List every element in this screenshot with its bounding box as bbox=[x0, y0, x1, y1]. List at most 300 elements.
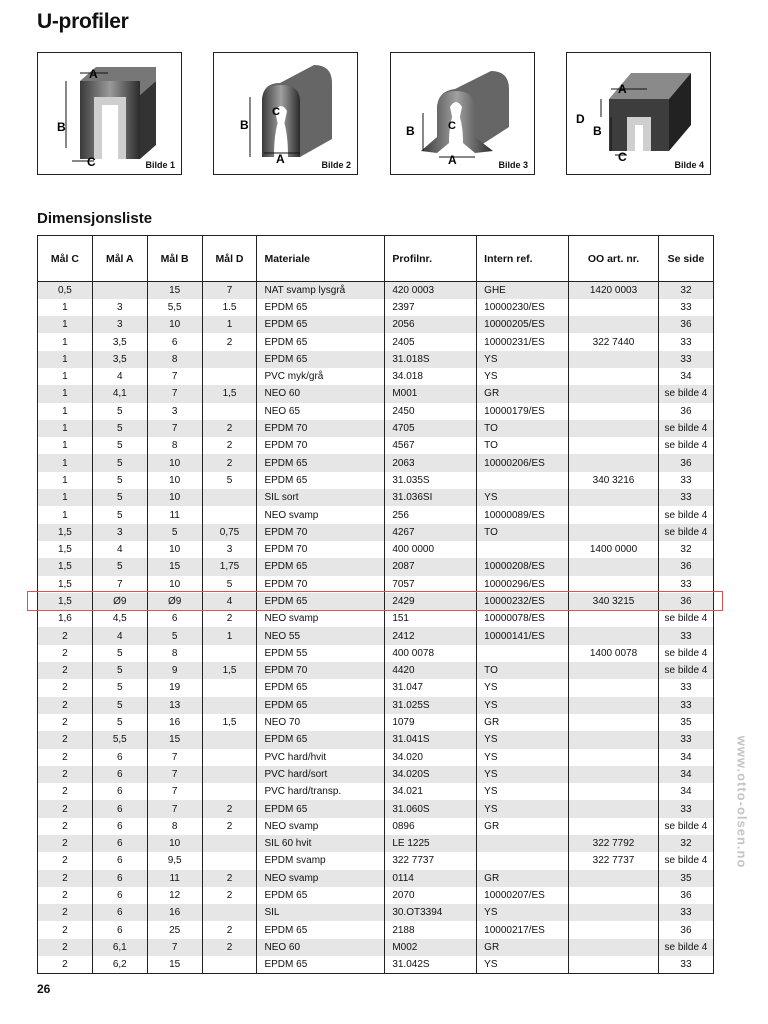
table-cell bbox=[569, 506, 659, 523]
table-cell bbox=[202, 351, 257, 368]
table-cell: 1 bbox=[38, 385, 93, 402]
table-cell: 2 bbox=[202, 800, 257, 817]
table-cell bbox=[569, 627, 659, 644]
table-cell: 7 bbox=[147, 766, 202, 783]
table-cell: 1,5 bbox=[38, 558, 93, 575]
table-cell: 15 bbox=[147, 282, 202, 299]
table-cell: 2 bbox=[202, 420, 257, 437]
table-cell: 2 bbox=[38, 887, 93, 904]
table-cell: 2087 bbox=[385, 558, 477, 575]
table-cell: 4 bbox=[202, 593, 257, 610]
table-cell: 4420 bbox=[385, 662, 477, 679]
table-cell bbox=[569, 939, 659, 956]
table-cell: 2 bbox=[38, 800, 93, 817]
figure-bilde-4 bbox=[566, 52, 711, 175]
section-title: Dimensjonsliste bbox=[37, 210, 153, 227]
table-cell: 34 bbox=[658, 783, 713, 800]
table-cell: 2 bbox=[38, 852, 93, 869]
table-cell bbox=[202, 852, 257, 869]
dimension-table bbox=[37, 235, 714, 974]
table-row bbox=[38, 437, 714, 454]
table-cell bbox=[202, 489, 257, 506]
table-cell: 1 bbox=[202, 316, 257, 333]
table-row bbox=[38, 870, 714, 887]
table-row bbox=[38, 921, 714, 938]
table-cell bbox=[569, 316, 659, 333]
table-cell: 1 bbox=[38, 368, 93, 385]
header-oo-art-nr: OO art. nr. bbox=[569, 236, 659, 282]
header-intern-ref: Intern ref. bbox=[477, 236, 569, 282]
table-cell: EPDM 65 bbox=[257, 472, 385, 489]
table-row bbox=[38, 818, 714, 835]
table-cell: 1,6 bbox=[38, 610, 93, 627]
table-cell: 10 bbox=[147, 316, 202, 333]
table-cell: 33 bbox=[658, 697, 713, 714]
table-row bbox=[38, 351, 714, 368]
table-cell: 11 bbox=[147, 506, 202, 523]
table-cell: 2 bbox=[38, 714, 93, 731]
table-cell: PVC hard/hvit bbox=[257, 749, 385, 766]
table-cell: 2063 bbox=[385, 454, 477, 471]
table-cell: 6 bbox=[92, 835, 147, 852]
table-row bbox=[38, 316, 714, 333]
table-cell: 256 bbox=[385, 506, 477, 523]
table-cell: 400 0078 bbox=[385, 645, 477, 662]
table-cell: YS bbox=[477, 783, 569, 800]
header-materiale: Materiale bbox=[257, 236, 385, 282]
table-cell: 5 bbox=[92, 679, 147, 696]
table-cell: 2 bbox=[38, 731, 93, 748]
table-cell bbox=[202, 835, 257, 852]
table-cell bbox=[569, 887, 659, 904]
table-cell: GR bbox=[477, 818, 569, 835]
table-cell: 4705 bbox=[385, 420, 477, 437]
table-cell: 6 bbox=[92, 904, 147, 921]
table-cell: 3,5 bbox=[92, 351, 147, 368]
table-cell: 10 bbox=[147, 454, 202, 471]
table-cell: 4 bbox=[92, 368, 147, 385]
table-cell bbox=[569, 489, 659, 506]
table-cell: M002 bbox=[385, 939, 477, 956]
table-cell bbox=[202, 749, 257, 766]
table-cell: EPDM svamp bbox=[257, 852, 385, 869]
table-cell: NEO svamp bbox=[257, 610, 385, 627]
table-row bbox=[38, 697, 714, 714]
table-cell: 34 bbox=[658, 766, 713, 783]
table-cell: NEO svamp bbox=[257, 870, 385, 887]
table-cell: 10000207/ES bbox=[477, 887, 569, 904]
table-cell: EPDM 65 bbox=[257, 593, 385, 610]
table-cell: 31.042S bbox=[385, 956, 477, 973]
table-cell: TO bbox=[477, 437, 569, 454]
table-cell: YS bbox=[477, 351, 569, 368]
table-cell: EPDM 70 bbox=[257, 524, 385, 541]
table-cell: 8 bbox=[147, 437, 202, 454]
table-cell: 33 bbox=[658, 489, 713, 506]
dim-label-a: A bbox=[276, 152, 285, 166]
table-cell: 2397 bbox=[385, 299, 477, 316]
table-row bbox=[38, 645, 714, 662]
table-cell: 5 bbox=[92, 506, 147, 523]
dim-label-d: D bbox=[576, 112, 585, 126]
table-cell: 1 bbox=[38, 489, 93, 506]
page-number: 26 bbox=[37, 982, 51, 996]
table-cell: 36 bbox=[658, 593, 713, 610]
table-cell bbox=[202, 956, 257, 973]
table-cell: se bilde 4 bbox=[658, 506, 713, 523]
table-cell: 4567 bbox=[385, 437, 477, 454]
header-profilnr: Profilnr. bbox=[385, 236, 477, 282]
table-cell: se bilde 4 bbox=[658, 662, 713, 679]
table-cell: 2 bbox=[38, 627, 93, 644]
table-cell: 7 bbox=[147, 800, 202, 817]
table-cell: YS bbox=[477, 749, 569, 766]
figure-caption: Bilde 1 bbox=[145, 160, 175, 170]
table-cell: EPDM 70 bbox=[257, 576, 385, 593]
table-cell bbox=[569, 420, 659, 437]
table-cell: 2 bbox=[38, 645, 93, 662]
table-cell: NEO svamp bbox=[257, 818, 385, 835]
table-cell: 31.018S bbox=[385, 351, 477, 368]
table-cell: GR bbox=[477, 939, 569, 956]
table-row bbox=[38, 766, 714, 783]
table-cell: EPDM 65 bbox=[257, 333, 385, 350]
table-cell: NAT svamp lysgrå bbox=[257, 282, 385, 299]
table-cell: 35 bbox=[658, 714, 713, 731]
table-cell: 2 bbox=[202, 887, 257, 904]
table-cell: 2 bbox=[38, 766, 93, 783]
table-cell: 3 bbox=[92, 299, 147, 316]
table-cell: 2 bbox=[202, 870, 257, 887]
table-cell: 2 bbox=[38, 749, 93, 766]
website-watermark: www.otto-olsen.no bbox=[734, 735, 750, 869]
table-cell bbox=[477, 835, 569, 852]
table-cell: GR bbox=[477, 714, 569, 731]
table-cell: 4267 bbox=[385, 524, 477, 541]
figure-caption: Bilde 2 bbox=[321, 160, 351, 170]
table-cell: 340 3216 bbox=[569, 472, 659, 489]
table-cell: NEO 65 bbox=[257, 403, 385, 420]
table-cell bbox=[569, 437, 659, 454]
table-cell: se bilde 4 bbox=[658, 645, 713, 662]
table-cell bbox=[202, 403, 257, 420]
table-cell: 9,5 bbox=[147, 852, 202, 869]
table-cell: 1079 bbox=[385, 714, 477, 731]
table-cell: 4 bbox=[92, 627, 147, 644]
table-row bbox=[38, 576, 714, 593]
table-cell bbox=[569, 403, 659, 420]
table-cell: TO bbox=[477, 420, 569, 437]
table-cell: 34.021 bbox=[385, 783, 477, 800]
table-cell: EPDM 55 bbox=[257, 645, 385, 662]
table-cell: 2 bbox=[38, 939, 93, 956]
table-cell: 2 bbox=[202, 921, 257, 938]
u-profile-drawing-4 bbox=[567, 53, 712, 176]
table-cell bbox=[477, 472, 569, 489]
figure-bilde-3 bbox=[390, 52, 535, 175]
table-cell: 7 bbox=[147, 749, 202, 766]
table-row bbox=[38, 714, 714, 731]
table-cell: 10 bbox=[147, 489, 202, 506]
table-cell bbox=[569, 610, 659, 627]
table-cell: 0896 bbox=[385, 818, 477, 835]
dim-label-b: B bbox=[593, 124, 602, 138]
table-cell: 3 bbox=[202, 541, 257, 558]
table-cell: 31.036SI bbox=[385, 489, 477, 506]
table-cell: PVC myk/grå bbox=[257, 368, 385, 385]
table-cell: 13 bbox=[147, 697, 202, 714]
table-cell: 2 bbox=[202, 333, 257, 350]
table-cell: 1 bbox=[38, 437, 93, 454]
table-cell bbox=[569, 956, 659, 973]
table-cell: 5 bbox=[92, 472, 147, 489]
table-cell: 10000179/ES bbox=[477, 403, 569, 420]
table-cell bbox=[569, 679, 659, 696]
table-cell: 10000206/ES bbox=[477, 454, 569, 471]
table-cell: 6 bbox=[92, 800, 147, 817]
table-cell: NEO 60 bbox=[257, 939, 385, 956]
table-cell: 31.047 bbox=[385, 679, 477, 696]
table-cell: Ø9 bbox=[147, 593, 202, 610]
table-cell bbox=[569, 921, 659, 938]
table-cell: 4 bbox=[92, 541, 147, 558]
table-cell: 3 bbox=[147, 403, 202, 420]
table-row bbox=[38, 420, 714, 437]
table-cell: 7 bbox=[147, 939, 202, 956]
table-row bbox=[38, 835, 714, 852]
table-cell: 2 bbox=[202, 939, 257, 956]
table-cell bbox=[202, 783, 257, 800]
table-cell: 10000296/ES bbox=[477, 576, 569, 593]
table-cell: 322 7737 bbox=[569, 852, 659, 869]
table-cell: 6 bbox=[92, 852, 147, 869]
table-cell: GR bbox=[477, 870, 569, 887]
table-cell: YS bbox=[477, 800, 569, 817]
table-cell: 8 bbox=[147, 645, 202, 662]
table-cell: se bilde 4 bbox=[658, 385, 713, 402]
table-cell: 15 bbox=[147, 558, 202, 575]
dim-label-c: C bbox=[618, 150, 627, 164]
table-cell: 32 bbox=[658, 541, 713, 558]
table-cell: 7057 bbox=[385, 576, 477, 593]
table-cell: 2429 bbox=[385, 593, 477, 610]
table-cell: 16 bbox=[147, 714, 202, 731]
table-cell: 3 bbox=[92, 316, 147, 333]
table-cell: 2 bbox=[202, 454, 257, 471]
table-cell: YS bbox=[477, 956, 569, 973]
table-cell: GR bbox=[477, 385, 569, 402]
table-cell: EPDM 65 bbox=[257, 679, 385, 696]
table-cell: 10000208/ES bbox=[477, 558, 569, 575]
table-cell: 31.060S bbox=[385, 800, 477, 817]
table-cell: se bilde 4 bbox=[658, 420, 713, 437]
table-cell: 5 bbox=[92, 558, 147, 575]
table-cell: EPDM 65 bbox=[257, 316, 385, 333]
table-row bbox=[38, 593, 714, 610]
table-cell: se bilde 4 bbox=[658, 437, 713, 454]
header-se-side: Se side bbox=[658, 236, 713, 282]
table-cell: 5 bbox=[92, 697, 147, 714]
table-cell: 34.018 bbox=[385, 368, 477, 385]
table-cell: 2188 bbox=[385, 921, 477, 938]
table-cell: 2 bbox=[38, 679, 93, 696]
table-cell: 33 bbox=[658, 800, 713, 817]
table-cell: 10 bbox=[147, 472, 202, 489]
table-cell bbox=[569, 766, 659, 783]
table-cell bbox=[202, 731, 257, 748]
dim-label-b: B bbox=[406, 124, 415, 138]
table-cell: SIL 60 hvit bbox=[257, 835, 385, 852]
table-row bbox=[38, 887, 714, 904]
table-row bbox=[38, 385, 714, 402]
table-cell: 10000078/ES bbox=[477, 610, 569, 627]
table-cell bbox=[202, 766, 257, 783]
table-cell bbox=[569, 558, 659, 575]
table-cell: 33 bbox=[658, 627, 713, 644]
table-cell: 31.025S bbox=[385, 697, 477, 714]
table-cell: 33 bbox=[658, 333, 713, 350]
table-cell: 16 bbox=[147, 904, 202, 921]
table-cell: 4,5 bbox=[92, 610, 147, 627]
table-cell: 10 bbox=[147, 541, 202, 558]
table-cell: YS bbox=[477, 766, 569, 783]
table-cell: 151 bbox=[385, 610, 477, 627]
table-cell: 322 7737 bbox=[385, 852, 477, 869]
table-row bbox=[38, 368, 714, 385]
table-cell: 33 bbox=[658, 576, 713, 593]
table-cell: 11 bbox=[147, 870, 202, 887]
table-cell bbox=[569, 783, 659, 800]
table-cell: 1400 0078 bbox=[569, 645, 659, 662]
table-cell: EPDM 70 bbox=[257, 420, 385, 437]
dim-label-c: C bbox=[87, 155, 96, 169]
table-cell: 1 bbox=[38, 420, 93, 437]
table-cell: 2 bbox=[202, 610, 257, 627]
table-cell: PVC hard/sort bbox=[257, 766, 385, 783]
table-cell: YS bbox=[477, 904, 569, 921]
table-row bbox=[38, 506, 714, 523]
table-cell: EPDM 65 bbox=[257, 558, 385, 575]
table-cell bbox=[569, 351, 659, 368]
table-cell: 9 bbox=[147, 662, 202, 679]
table-cell: EPDM 65 bbox=[257, 956, 385, 973]
table-row bbox=[38, 731, 714, 748]
table-cell: 1,5 bbox=[202, 714, 257, 731]
table-cell: 1 bbox=[38, 316, 93, 333]
table-cell: 30.OT3394 bbox=[385, 904, 477, 921]
table-cell bbox=[202, 697, 257, 714]
table-cell: 2070 bbox=[385, 887, 477, 904]
table-cell: 6 bbox=[92, 766, 147, 783]
table-cell: 2 bbox=[38, 904, 93, 921]
table-cell: 0,75 bbox=[202, 524, 257, 541]
table-cell: 1 bbox=[38, 403, 93, 420]
u-profile-drawing-1 bbox=[38, 53, 183, 176]
table-row bbox=[38, 454, 714, 471]
table-cell bbox=[569, 576, 659, 593]
table-cell: 7 bbox=[147, 420, 202, 437]
dim-label-a: A bbox=[448, 153, 457, 167]
table-cell: 2 bbox=[38, 697, 93, 714]
table-cell: se bilde 4 bbox=[658, 524, 713, 541]
table-cell: 8 bbox=[147, 818, 202, 835]
table-cell: Ø9 bbox=[92, 593, 147, 610]
table-cell: 31.041S bbox=[385, 731, 477, 748]
table-cell bbox=[569, 368, 659, 385]
table-body bbox=[38, 282, 714, 974]
table-cell: TO bbox=[477, 524, 569, 541]
header-mal-c: Mål C bbox=[38, 236, 93, 282]
figure-caption: Bilde 3 bbox=[498, 160, 528, 170]
table-cell: 1,5 bbox=[38, 576, 93, 593]
table-cell: 0,5 bbox=[38, 282, 93, 299]
table-cell: EPDM 70 bbox=[257, 541, 385, 558]
table-cell: 2 bbox=[38, 870, 93, 887]
table-cell: 36 bbox=[658, 921, 713, 938]
table-cell bbox=[569, 524, 659, 541]
table-row bbox=[38, 956, 714, 973]
table-cell: NEO 55 bbox=[257, 627, 385, 644]
table-row bbox=[38, 852, 714, 869]
dim-label-c: C bbox=[448, 120, 456, 132]
table-cell: M001 bbox=[385, 385, 477, 402]
table-cell: 15 bbox=[147, 956, 202, 973]
table-cell: NEO svamp bbox=[257, 506, 385, 523]
table-cell: 6 bbox=[92, 749, 147, 766]
dim-label-b: B bbox=[57, 120, 66, 134]
table-cell bbox=[92, 282, 147, 299]
table-cell: 6 bbox=[147, 610, 202, 627]
table-cell: 6 bbox=[92, 870, 147, 887]
table-cell: 36 bbox=[658, 316, 713, 333]
table-cell: 1,5 bbox=[202, 385, 257, 402]
table-cell: 1,5 bbox=[202, 662, 257, 679]
table-cell: YS bbox=[477, 368, 569, 385]
table-cell: 10000089/ES bbox=[477, 506, 569, 523]
table-cell bbox=[569, 749, 659, 766]
table-row bbox=[38, 524, 714, 541]
table-cell bbox=[569, 454, 659, 471]
table-row bbox=[38, 749, 714, 766]
table-cell: LE 1225 bbox=[385, 835, 477, 852]
table-cell: 33 bbox=[658, 472, 713, 489]
table-cell: SIL bbox=[257, 904, 385, 921]
table-cell: 19 bbox=[147, 679, 202, 696]
table-cell: EPDM 65 bbox=[257, 921, 385, 938]
table-cell bbox=[569, 731, 659, 748]
table-cell: 6 bbox=[147, 333, 202, 350]
figure-caption: Bilde 4 bbox=[674, 160, 704, 170]
table-row bbox=[38, 299, 714, 316]
table-cell bbox=[569, 697, 659, 714]
table-row bbox=[38, 662, 714, 679]
table-cell: 1.5 bbox=[202, 299, 257, 316]
table-cell: se bilde 4 bbox=[658, 852, 713, 869]
table-cell: 32 bbox=[658, 835, 713, 852]
page-title: U-profiler bbox=[37, 10, 129, 33]
table-cell bbox=[202, 904, 257, 921]
table-cell: 1 bbox=[38, 472, 93, 489]
table-cell: 33 bbox=[658, 351, 713, 368]
table-cell: YS bbox=[477, 489, 569, 506]
table-cell: 6,2 bbox=[92, 956, 147, 973]
table-cell: 1,75 bbox=[202, 558, 257, 575]
table-cell: YS bbox=[477, 679, 569, 696]
table-cell: 34.020S bbox=[385, 766, 477, 783]
table-row bbox=[38, 489, 714, 506]
table-row bbox=[38, 333, 714, 350]
table-cell: 10000231/ES bbox=[477, 333, 569, 350]
